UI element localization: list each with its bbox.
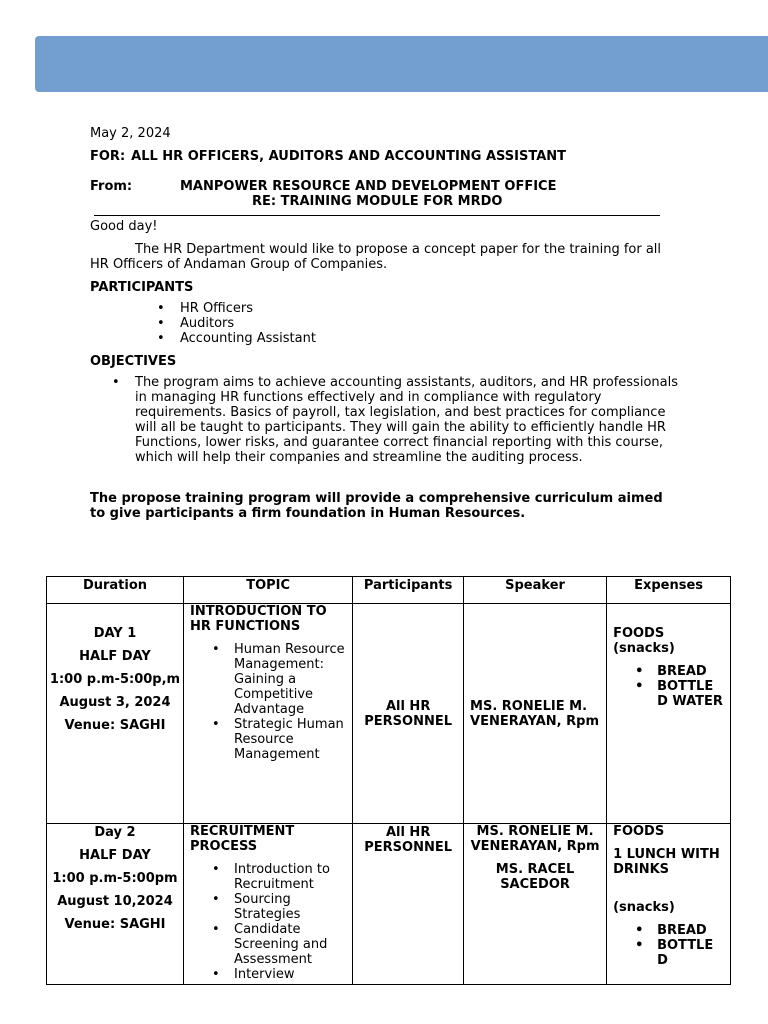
from-label: From: xyxy=(90,179,133,194)
greeting: Good day! xyxy=(90,219,158,234)
duration-cell xyxy=(47,604,184,824)
memo-body xyxy=(90,126,690,521)
column-header: Participants xyxy=(353,577,464,604)
day-venue: Venue: SAGHI xyxy=(64,917,166,932)
day-time: 1:00 p.m-5:00pm xyxy=(52,871,178,886)
column-header: Speaker xyxy=(464,577,607,604)
column-header: Expenses xyxy=(607,577,731,604)
expense-lunch: 1 LUNCH WITH DRINKS xyxy=(613,847,720,877)
list-item: • Sourcing Strategies xyxy=(190,892,346,922)
topic-cell xyxy=(184,604,353,824)
memo-date: May 2, 2024 xyxy=(90,126,171,141)
expense-subtitle: (snacks) xyxy=(613,900,675,915)
list-item: • Accounting Assistant xyxy=(90,331,690,346)
topic-cell xyxy=(184,824,353,985)
from-value: MANPOWER RESOURCE AND DEVELOPMENT OFFICE xyxy=(180,179,557,194)
memo-for-row xyxy=(90,149,690,164)
expense-list xyxy=(613,923,724,968)
header-banner xyxy=(35,36,768,92)
topic-title: RECRUITMENT PROCESS xyxy=(190,824,295,854)
topic-list xyxy=(190,642,346,762)
list-item: • BOTTLE D xyxy=(613,938,724,968)
speaker-cell xyxy=(464,824,607,985)
list-item: • Introduction to Recruitment xyxy=(190,862,346,892)
participants-list xyxy=(90,301,690,346)
list-item: • Candidate Screening and Assessment xyxy=(190,922,346,967)
day-date: August 3, 2024 xyxy=(59,695,171,710)
table-row xyxy=(47,604,731,824)
memo-from-row xyxy=(90,179,690,194)
topic-list xyxy=(190,862,346,982)
expenses-cell xyxy=(607,604,731,824)
list-item: • Human Resource Management: Gaining a Competitive Advantage xyxy=(190,642,346,717)
memo-re: RE: TRAINING MODULE FOR MRDO xyxy=(252,194,503,209)
list-item: • BREAD xyxy=(613,664,724,679)
day-label: DAY 1 xyxy=(93,626,137,641)
intro-paragraph: The HR Department would like to propose a concept paper for the training for all HR Officers of Andaman Group of Companies. xyxy=(90,242,662,272)
participants-heading: PARTICIPANTS xyxy=(90,280,194,295)
program-intro: The propose training program will provide a comprehensive curriculum aimed to give participants a firm foundation in Human Resources. xyxy=(90,491,663,521)
expense-title: FOODS (snacks) xyxy=(613,626,675,656)
table-row xyxy=(47,824,731,985)
column-header: Duration xyxy=(47,577,184,604)
day-length: HALF DAY xyxy=(79,649,151,664)
day-date: August 10,2024 xyxy=(57,894,173,909)
objectives-heading: OBJECTIVES xyxy=(90,354,177,369)
list-item: • BOTTLE D WATER xyxy=(613,679,724,709)
participants-cell: All HR PERSONNEL xyxy=(353,824,464,985)
list-item: • Auditors xyxy=(90,316,690,331)
list-item: • The program aims to achieve accounting assistants, auditors, and HR professionals in managing HR functions effectively and in compliance with regulatory requirements. Basics of payroll, tax legislation, and best practices for compliance will all be taught to participants. They will gain the ability to efficiently handle HR Functions, lower risks, and guarantee correct financial reporting with this course, which will help their companies and streamline the auditing process. xyxy=(90,375,680,465)
list-item: • Interview xyxy=(190,967,346,982)
expense-list xyxy=(613,664,724,709)
topic-title: INTRODUCTION TO HR FUNCTIONS xyxy=(190,604,327,634)
for-value: ALL HR OFFICERS, AUDITORS AND ACCOUNTING ASSISTANT xyxy=(131,149,567,164)
list-item: • BREAD xyxy=(613,923,724,938)
training-schedule-table xyxy=(46,576,731,985)
divider-line xyxy=(94,215,660,216)
speaker-name: MS. RONELIE M. VENERAYAN, Rpm xyxy=(470,698,599,729)
for-label: FOR: xyxy=(90,149,126,164)
day-label: Day 2 xyxy=(94,825,136,840)
column-header: TOPIC xyxy=(184,577,353,604)
day-venue: Venue: SAGHI xyxy=(64,718,166,733)
speaker-cell xyxy=(464,604,607,824)
speaker-name: MS. RACEL SACEDOR xyxy=(495,862,575,892)
expenses-cell xyxy=(607,824,731,985)
speaker-name: MS. RONELIE M. VENERAYAN, Rpm xyxy=(470,824,600,854)
day-length: HALF DAY xyxy=(79,848,151,863)
participants-cell: All HR PERSONNEL xyxy=(353,604,464,824)
table-header-row xyxy=(47,577,731,604)
expense-title: FOODS xyxy=(613,824,665,839)
list-item: • Strategic Human Resource Management xyxy=(190,717,346,762)
duration-cell xyxy=(47,824,184,985)
day-time: 1:00 p.m-5:00p,m xyxy=(49,672,181,687)
list-item: • HR Officers xyxy=(90,301,690,316)
objectives-list xyxy=(90,375,690,465)
